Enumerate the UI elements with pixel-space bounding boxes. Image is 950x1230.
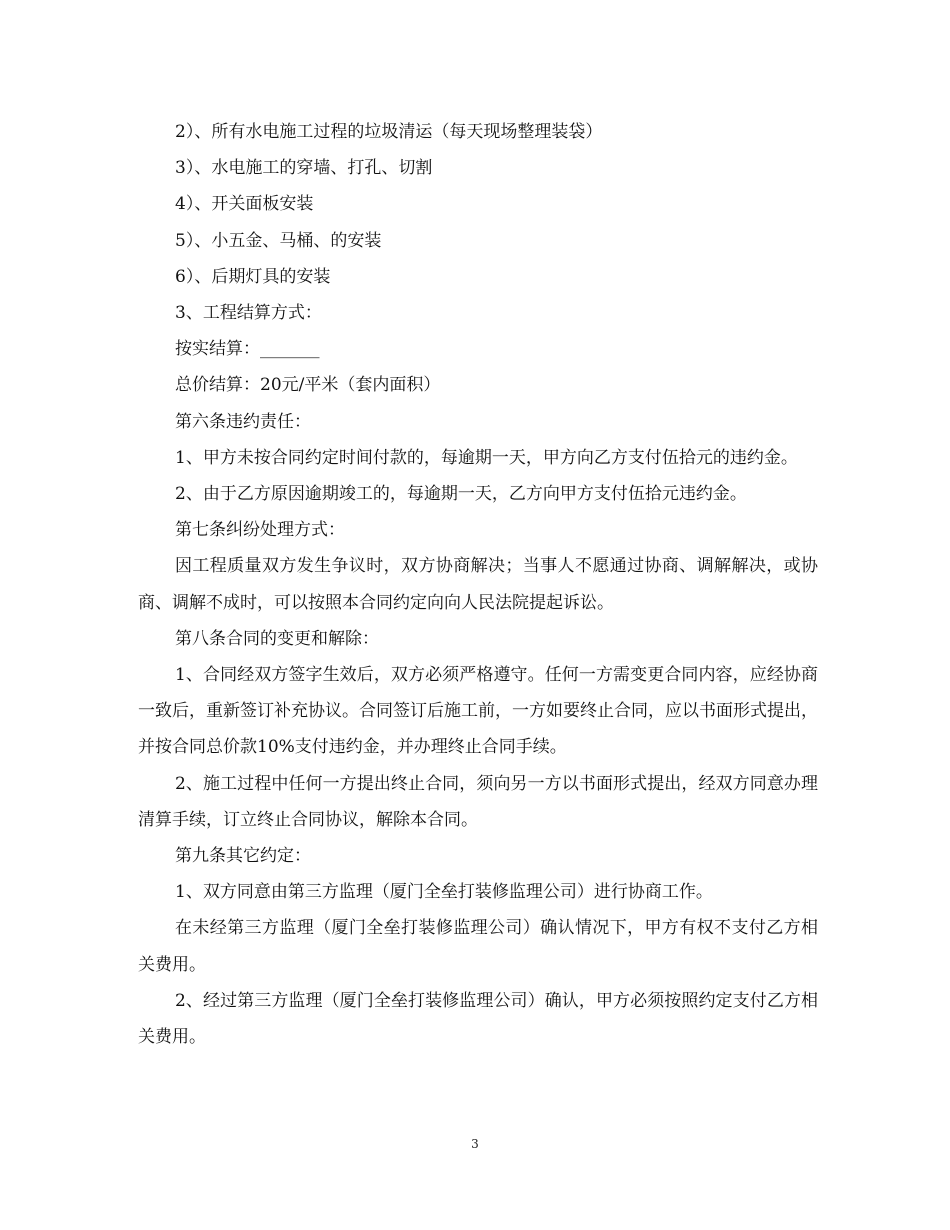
paragraph-actual-settlement: 按实结算：_______ [175, 339, 320, 360]
paragraph-party-a-penalty: 1、甲方未按合同约定时间付款的，每逾期一天，甲方向乙方支付伍拾元的违约金。 [175, 447, 798, 468]
paragraph-item-2-garbage: 2）、所有水电施工过程的垃圾清运（每天现场整理装袋） [175, 122, 603, 142]
paragraph-unconfirmed-payment: 在未经第三方监理（厦门全垒打装修监理公司）确认情况下，甲方有权不支付乙方相关费用。 [138, 918, 818, 975]
page-number: 3 [471, 1137, 479, 1151]
document-body [138, 114, 818, 1055]
paragraph-dispute-resolution: 因工程质量双方发生争议时，双方协商解决；当事人不愿通过协商、调解解决，或协商、调解不成时，可以按照本合同约定向向人民法院提起诉讼。 [138, 556, 818, 613]
paragraph-item-4-switch-panel: 4）、开关面板安装 [175, 194, 314, 215]
paragraph-item-6-lighting: 6）、后期灯具的安装 [175, 266, 331, 287]
paragraph-third-party-supervision: 1、双方同意由第三方监理（厦门全垒打装修监理公司）进行协商工作。 [175, 882, 713, 903]
paragraph-item-5-hardware: 5）、小五金、马桶、的安装 [175, 230, 382, 251]
paragraph-contract-termination: 2、施工过程中任何一方提出终止合同，须向另一方以书面形式提出，经双方同意办理清算手续，订立终止合同协议，解除本合同。 [138, 773, 818, 830]
section-heading-article-7: 第七条纠纷处理方式： [175, 520, 345, 541]
paragraph-party-b-penalty: 2、由于乙方原因逾期竣工的，每逾期一天，乙方向甲方支付伍拾元违约金。 [175, 484, 747, 505]
paragraph-confirmed-payment: 2、经过第三方监理（厦门全垒打装修监理公司）确认，甲方必须按照约定支付乙方相关费用。 [138, 990, 818, 1048]
section-heading-article-9: 第九条其它约定： [175, 846, 311, 867]
paragraph-contract-change: 1、合同经双方签字生效后，双方必须严格遵守。任何一方需变更合同内容，应经协商一致后，重新签订补充协议。合同签订后施工前，一方如要终止合同，应以书面形式提出，并按合同总价款10%支付违约金，并办理终止合同手续。 [138, 665, 818, 758]
paragraph-settlement-method: 3、工程结算方式： [175, 303, 322, 324]
paragraph-item-3-drilling: 3）、水电施工的穿墙、打孔、切割 [175, 158, 433, 179]
section-heading-article-8: 第八条合同的变更和解除： [175, 628, 379, 649]
section-heading-article-6: 第六条违约责任： [175, 411, 311, 432]
paragraph-total-settlement: 总价结算：20元/平米（套内面积） [175, 375, 441, 396]
